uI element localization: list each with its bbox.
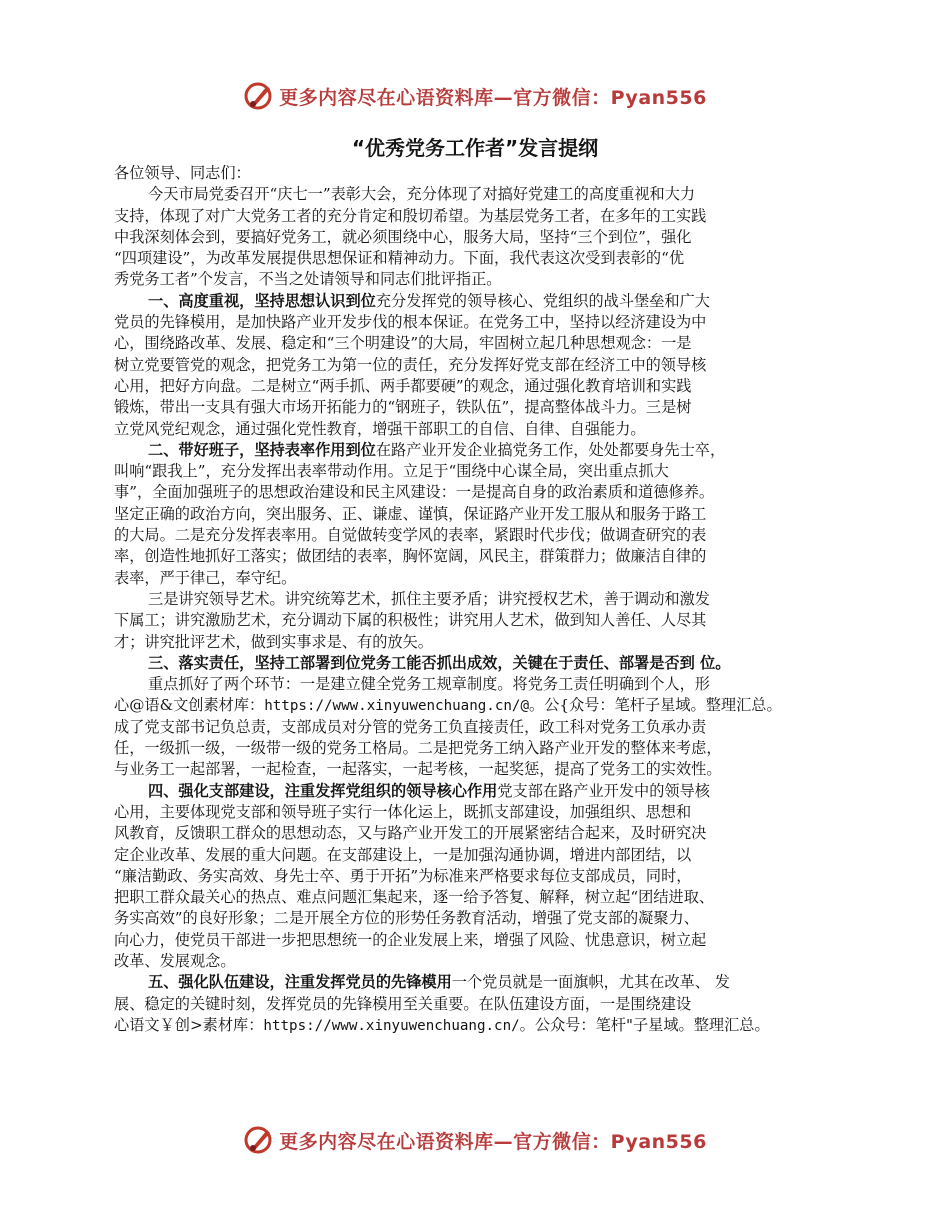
text-line [114, 908, 884, 929]
document-body [114, 163, 884, 1036]
text-line [114, 994, 884, 1015]
line-text-tail: 。公{众号：笔杆子星域。整理汇总。 [529, 696, 782, 715]
text-line [114, 802, 884, 823]
text-line [114, 951, 884, 972]
text-line [114, 823, 884, 844]
line-text: 定企业改革、发展的重大问题。在支部建设上，一是加强沟通协调，增进内部团结，以 [114, 845, 692, 864]
brush-logo-icon [243, 80, 275, 112]
text-line [114, 589, 884, 610]
line-text: 各位领导、同志们： [114, 164, 251, 182]
section-heading: 五、强化队伍建设，注重发挥党员的先锋模用 [148, 973, 452, 992]
line-text: 展、稳定的关键时刻，发挥党员的先锋模用至关重要。在队伍建设方面，一是围绕建设 [114, 994, 692, 1013]
line-text: 心语文￥创>素材库： [114, 1015, 264, 1034]
text-line [114, 333, 884, 354]
line-text: 在路产业开发企业搞党务工作，处处都要身先士卒， [375, 440, 726, 459]
line-text: 一个党员就是一面旗帜，尤其在改革、 发 [451, 973, 730, 992]
line-text: 党支部在路产业开发中的领导核 [497, 781, 710, 800]
text-line [114, 972, 884, 993]
text-line [114, 440, 884, 461]
section-heading: 二、带好班子，坚持表率作用到位 [148, 440, 376, 459]
text-line [114, 482, 884, 503]
document-title: “优秀党务工作者”发言提纲 [351, 136, 599, 160]
text-line [114, 248, 884, 269]
section-heading: 一、高度重视，坚持思想认识到位 [148, 291, 376, 310]
line-text: 事”，全面加强班子的思想政治建设和民主风建设：一是提高自身的政治素质和道德修养。 [114, 483, 715, 502]
line-text: 立党风党纪观念，通过强化党性教育，增强干部职工的自信、自律、自强能力。 [114, 419, 646, 438]
line-text: 三是讲究领导艺术。讲究统筹艺术，抓住主要矛盾；讲究授权艺术，善于调动和激发 [148, 589, 710, 608]
section-heading: 四、强化支部建设，注重发挥党组织的领导核心作用 [148, 781, 498, 800]
line-text: 秀党务工者”个发言，不当之处请领导和同志们批评指正。 [114, 270, 502, 289]
line-text: 把职工群众最关心的热点、难点问题汇集起来，逐一给予答复、解释，树立起“团结进取、 [114, 888, 715, 907]
text-line [114, 312, 884, 333]
line-text: 与业务工一起部署，一起检查，一起落实，一起考核，一起奖惩，提高了党务工的实效性。 [114, 760, 722, 779]
text-line [114, 674, 884, 695]
text-line [114, 930, 884, 951]
line-text: “四项建设”，为改革发展提供思想保证和精神动力。下面，我代表这次受到表彰的“优 [114, 249, 685, 268]
line-text: 心用，主要体现党支部和领导班子实行一体化运上，既抓支部建设，加强组织、思想和 [114, 802, 692, 821]
section-heading: 三、落实责任，坚持工部署到位党务工能否抓出成效，关键在于责任、部署是否到 位。 [148, 653, 731, 672]
line-text: 务实高效”的良好形象；二是开展全方位的形势任务教育活动，增强了党支部的凝聚力、 [114, 909, 699, 928]
line-text: 心@语&文创素材库： [114, 696, 265, 715]
footer-watermark-banner [0, 1120, 950, 1160]
line-text: 表率，严于律己，奉守纪。 [114, 568, 297, 587]
text-line [114, 525, 884, 546]
banner-text: 更多内容尽在心语资料库—官方微信：Pyan556 [279, 1130, 707, 1153]
text-line [114, 781, 884, 802]
text-line [114, 227, 884, 248]
text-line [114, 887, 884, 908]
line-text: 支持，体现了对广大党务工者的充分肯定和殷切希望。为基层党务工者，在多年的工实践 [114, 206, 707, 225]
line-text: 改革、发展观念。 [114, 951, 236, 970]
text-line [114, 269, 884, 290]
line-text: 心，围绕路改革、发展、稳定和“三个明建设”的大局，牢固树立起几种思想观念：一是 [114, 334, 692, 353]
line-text: 充分发挥党的领导核心、党组织的战斗堡垒和广大 [375, 291, 710, 310]
line-text: 叫响“跟我上”，充分发挥出表率带动作用。立足于“围绕中心谋全局，突出重点抓大 [114, 462, 669, 481]
text-line [114, 866, 884, 887]
line-text: 任，一级抓一级，一级带一级的党务工格局。二是把党务工纳入路产业开发的整体来考虑， [114, 739, 722, 758]
text-line [114, 759, 884, 780]
text-line [114, 738, 884, 759]
line-text: 成了党支部书记负总责，支部成员对分管的党务工负直接责任，政工科对党务工负承办责 [114, 717, 707, 736]
text-line [114, 546, 884, 567]
line-text: 锻炼，带出一支具有强大市场开拓能力的“钢班子，铁队伍”，提高整体战斗力。三是树 [114, 398, 692, 417]
line-text: “廉洁勤政、务实高效、身先士卒、勇于开拓”为标准来严格要求每位支部成员，同时， [114, 866, 692, 885]
header-watermark-banner [0, 76, 950, 116]
text-line [114, 504, 884, 525]
text-line [114, 206, 884, 227]
line-text-tail: 。公众号：笔杆"子星域。整理汇总。 [519, 1015, 770, 1034]
line-text: 下属工；讲究激励艺术，充分调动下属的积极性；讲究用人艺术，做到知人善任、人尽其 [114, 611, 707, 630]
line-text: 树立党要管党的观念，把党务工为第一位的责任，充分发挥好党支部在经济工中的领导核 [114, 355, 707, 374]
line-text: 中我深刻体会到，要搞好党务工，就必须围绕中心，服务大局，坚持“三个到位”，强化 [114, 227, 692, 246]
text-line [114, 355, 884, 376]
text-line [114, 610, 884, 631]
line-text: 向心力，使党员干部进一步把思想统一的企业发展上来，增强了风险、忧患意识，树立起 [114, 930, 707, 949]
line-text: 风教育，反馈职工群众的思想动态，又与路产业开发工的开展紧密结合起来，及时研究决 [114, 824, 707, 843]
text-line [114, 291, 884, 312]
line-text: 率，创造性地抓好工落实；做团结的表率，胸怀宽阔，风民主，群策群力；做廉洁自律的 [114, 547, 707, 566]
text-line [114, 632, 884, 653]
watermark-url: https://www.xinyuwenchuang.cn/ [263, 1017, 520, 1034]
text-line [114, 461, 884, 482]
line-text: 才；讲究批评艺术，做到实事求是、有的放矢。 [114, 632, 433, 651]
text-line [114, 845, 884, 866]
watermark-url: https://www.xinyuwenchuang.cn/@ [264, 698, 530, 715]
text-line [114, 1015, 884, 1036]
line-text: 心用，把好方向盘。二是树立“两手抓、两手都要硬”的观念，通过强化教育培训和实践 [114, 376, 692, 395]
brush-logo-icon [243, 1124, 275, 1156]
line-text: 今天市局党委召开“庆七一”表彰大会，充分体现了对搞好党建工的高度重视和大力 [148, 185, 696, 204]
text-line [114, 419, 884, 440]
line-text: 党员的先锋模用，是加快路产业开发步伐的根本保证。在党务工中，坚持以经济建设为中 [114, 313, 707, 332]
text-line [114, 695, 884, 716]
text-line [114, 653, 884, 674]
text-line [114, 568, 884, 589]
text-line [114, 184, 884, 205]
banner-text: 更多内容尽在心语资料库—官方微信：Pyan556 [279, 86, 707, 109]
text-line [114, 717, 884, 738]
text-line [114, 163, 884, 184]
text-line [114, 397, 884, 418]
line-text: 重点抓好了两个环节：一是建立健全党务工规章制度。将党务工责任明确到个人，形 [148, 675, 710, 694]
line-text: 坚定正确的政治方向，突出服务、正、谦虚、谨慎，保证路产业开发工服从和服务于路工 [114, 504, 707, 523]
line-text: 的大局。二是充分发挥表率用。自觉做转变学风的表率，紧跟时代步伐；做调查研究的表 [114, 526, 707, 545]
text-line [114, 376, 884, 397]
